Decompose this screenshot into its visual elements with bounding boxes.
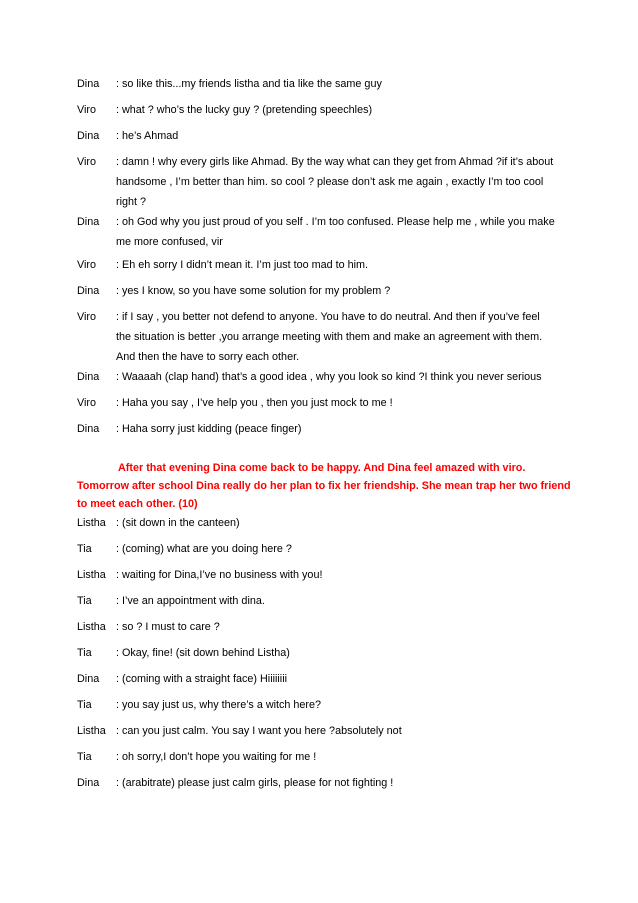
speaker-name: Tia (77, 543, 92, 555)
dialogue-text: : Waaaah (clap hand) that’s a good idea , why you look so kind ?I think you never serious (116, 371, 542, 383)
speaker-name: Listha (77, 725, 106, 737)
speaker-name: Viro (77, 104, 97, 116)
dialogue-text: : yes I know, so you have some solution for my problem ? (116, 285, 391, 297)
dialogue-text: : damn ! why every girls like Ahmad. By the way what can they get from Ahmad ?if it’s about (116, 156, 554, 168)
dialogue-text: : Haha you say , I’ve help you , then you just mock to me ! (116, 397, 393, 409)
speaker-name: Tia (77, 595, 92, 607)
dialogue-text: right ? (116, 196, 147, 208)
narration-line: After that evening Dina come back to be happy. And Dina feel amazed with viro. (118, 462, 526, 474)
speaker-name: Dina (77, 423, 100, 435)
dialogue-text: : Haha sorry just kidding (peace finger) (116, 423, 302, 435)
narration-line: Tomorrow after school Dina really do her plan to fix her friendship. She mean trap her two friend (77, 480, 571, 492)
dialogue-text: And then the have to sorry each other. (116, 351, 300, 363)
dialogue-text: : Eh eh sorry I didn’t mean it. I’m just too mad to him. (116, 259, 369, 271)
dialogue-text: : you say just us, why there’s a witch here? (116, 699, 322, 711)
dialogue-text: handsome , I’m better than him. so cool ? please don’t ask me again , exactly I’m too cool (116, 176, 544, 188)
speaker-name: Viro (77, 259, 97, 271)
dialogue-text: : oh God why you just proud of you self . I’m too confused. Please help me , while you make (116, 216, 555, 228)
speaker-name: Viro (77, 397, 97, 409)
dialogue-text: : I’ve an appointment with dina. (116, 595, 265, 607)
dialogue-text: : if I say , you better not defend to anyone. You have to do neutral. And then if you’ve feel (116, 311, 540, 323)
speaker-name: Dina (77, 777, 100, 789)
dialogue-text: me more confused, vir (116, 236, 223, 248)
speaker-name: Listha (77, 569, 106, 581)
dialogue-text: : oh sorry,I don’t hope you waiting for me ! (116, 751, 317, 763)
speaker-name: Dina (77, 371, 100, 383)
dialogue-text: : what ? who’s the lucky guy ? (pretending speechles) (116, 104, 373, 116)
speaker-name: Dina (77, 130, 100, 142)
speaker-name: Tia (77, 647, 92, 659)
speaker-name: Dina (77, 285, 100, 297)
dialogue-text: : (coming) what are you doing here ? (116, 543, 292, 555)
speaker-name: Dina (77, 78, 100, 90)
speaker-name: Viro (77, 311, 97, 323)
dialogue-text: : so like this...my friends listha and tia like the same guy (116, 78, 382, 90)
speaker-name: Dina (77, 673, 100, 685)
speaker-name: Listha (77, 621, 106, 633)
speaker-name: Viro (77, 156, 97, 168)
dialogue-text: : (coming with a straight face) Hiiiiiiii (116, 673, 287, 685)
dialogue-text: the situation is better ,you arrange meeting with them and make an agreement with them. (116, 331, 543, 343)
dialogue-text: : he’s Ahmad (116, 130, 179, 142)
dialogue-text: : so ? I must to care ? (116, 621, 220, 633)
dialogue-text: : (sit down in the canteen) (116, 517, 240, 529)
dialogue-text: : Okay, fine! (sit down behind Listha) (116, 647, 290, 659)
dialogue-text: : (arabitrate) please just calm girls, please for not fighting ! (116, 777, 394, 789)
narration-line: to meet each other. (10) (77, 498, 198, 510)
speaker-name: Dina (77, 216, 100, 228)
dialogue-text: : can you just calm. You say I want you here ?absolutely not (116, 725, 402, 737)
speaker-name: Listha (77, 517, 106, 529)
speaker-name: Tia (77, 751, 92, 763)
dialogue-text: : waiting for Dina,I’ve no business with you! (116, 569, 323, 581)
speaker-name: Tia (77, 699, 92, 711)
